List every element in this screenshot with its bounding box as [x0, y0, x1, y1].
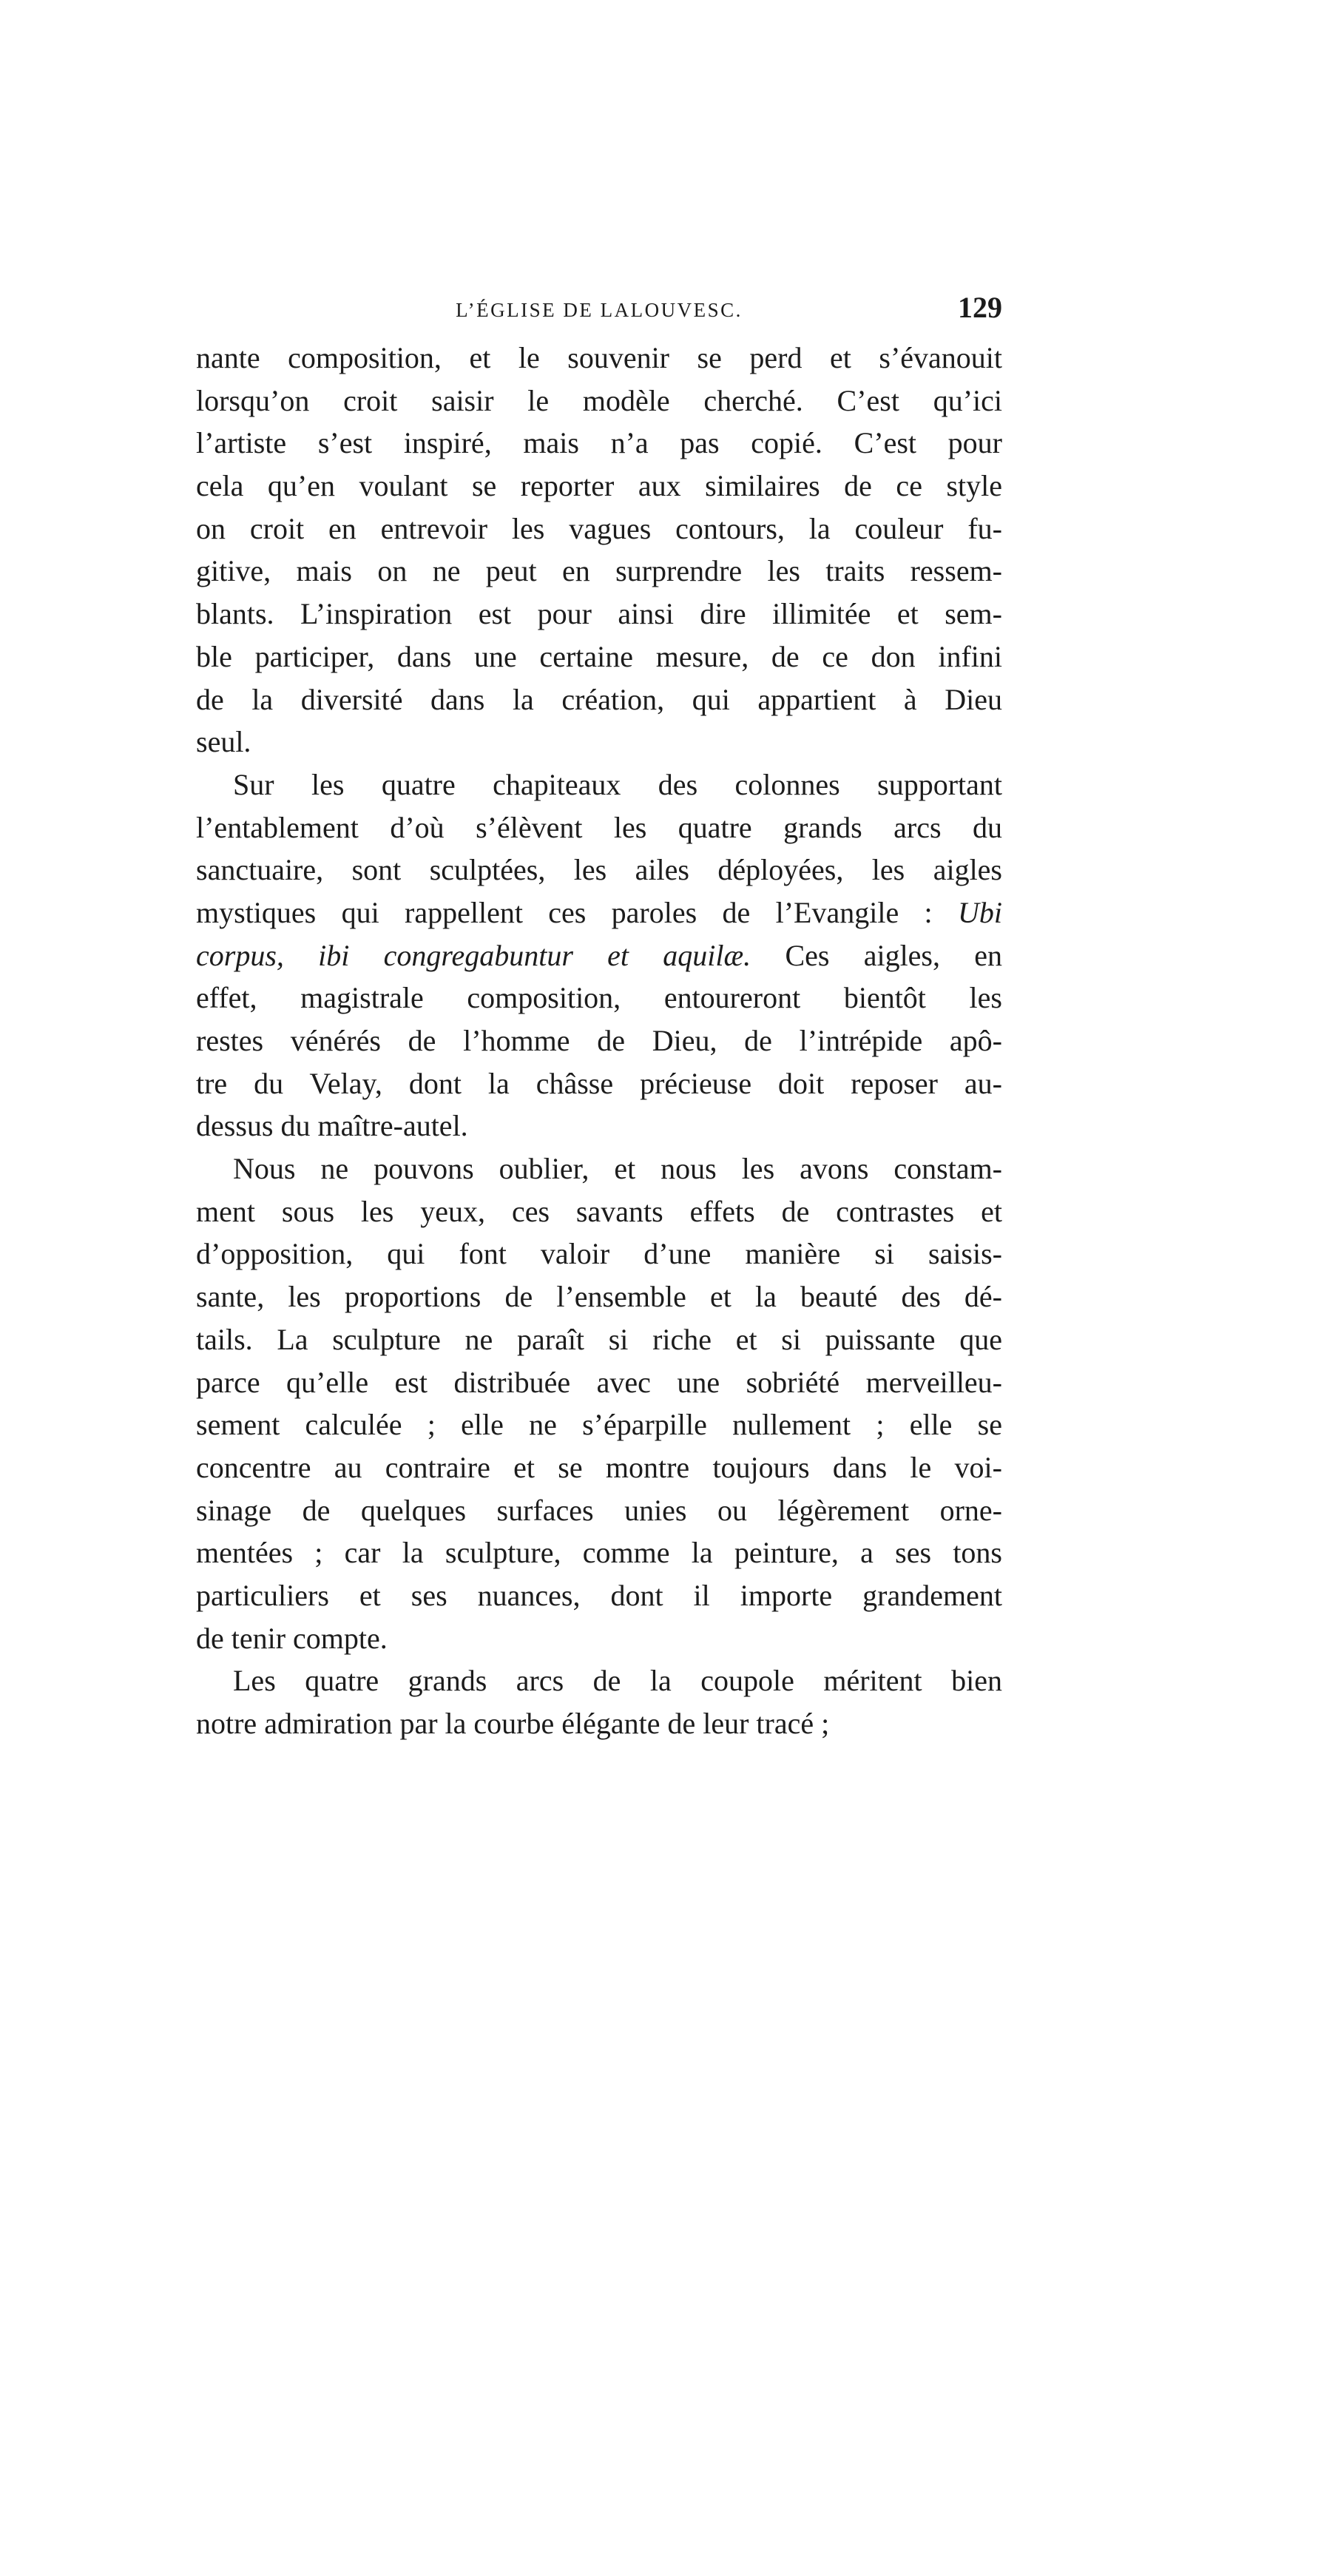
- text-line: Nous ne pouvons oublier, et nous les avons constam-: [233, 1152, 1002, 1186]
- text-line: concentre au contraire et se montre toujours dans le voi-: [196, 1450, 1002, 1484]
- text-line: seul.: [196, 725, 251, 759]
- text-line: dessus du maître-autel.: [196, 1109, 468, 1143]
- text-line: Les quatre grands arcs de la coupole méritent bien: [233, 1664, 1002, 1698]
- body-text: [196, 337, 1002, 1745]
- text-line: cela qu’en voulant se reporter aux similaires de ce style: [196, 469, 1002, 503]
- text-line: particuliers et ses nuances, dont il importe grandement: [196, 1578, 1002, 1612]
- text-line: restes vénérés de l’homme de Dieu, de l’intrépide apô-: [196, 1024, 1002, 1057]
- text-line: sement calculée ; elle ne s’éparpille nullement ; elle se: [196, 1408, 1002, 1442]
- text-line: effet, magistrale composition, entoureront bientôt les: [196, 981, 1002, 1015]
- text-line: l’artiste s’est inspiré, mais n’a pas copié. C’est pour: [196, 426, 1002, 460]
- text-line: blants. L’inspiration est pour ainsi dire illimitée et sem-: [196, 597, 1002, 631]
- text-line: gitive, mais on ne peut en surprendre les traits ressem-: [196, 554, 1002, 588]
- text-line: de tenir compte.: [196, 1621, 388, 1655]
- text-line: mystiques qui rappellent ces paroles de l’Evangile : Ubi: [196, 895, 1002, 929]
- paragraph: [196, 1659, 1002, 1744]
- text-line: sinage de quelques surfaces unies ou légèrement orne-: [196, 1493, 1002, 1527]
- text-line: corpus, ibi congregabuntur et aquilæ. Ces aigles, en: [196, 938, 1003, 972]
- text-line: ble participer, dans une certaine mesure, de ce don infini: [196, 639, 1002, 673]
- page-number: 129: [958, 291, 1002, 324]
- text-line: Sur les quatre chapiteaux des colonnes supportant: [233, 767, 1002, 801]
- text-line: tails. La sculpture ne paraît si riche et si puissante que: [196, 1322, 1002, 1356]
- text-line: notre admiration par la courbe élégante de leur tracé ;: [196, 1707, 830, 1740]
- running-head: [196, 290, 1002, 334]
- text-line: de la diversité dans la création, qui appartient à Dieu: [196, 682, 1002, 716]
- paragraph: [196, 1147, 1002, 1659]
- text-line: sante, les proportions de l’ensemble et la beauté des dé-: [196, 1280, 1002, 1314]
- text-line: on croit en entrevoir les vagues contours, la couleur fu-: [196, 511, 1002, 545]
- text-line: lorsqu’on croit saisir le modèle cherché. C’est qu’ici: [196, 383, 1002, 417]
- text-line: l’entablement d’où s’élèvent les quatre grands arcs du: [196, 810, 1002, 844]
- paragraph: [196, 763, 1002, 1147]
- text-line: parce qu’elle est distribuée avec une sobriété merveilleu-: [196, 1365, 1002, 1399]
- text-line: nante composition, et le souvenir se perd et s’évanouit: [196, 341, 1002, 374]
- text-line: ment sous les yeux, ces savants effets de contrastes et: [196, 1194, 1002, 1228]
- text-line: tre du Velay, dont la châsse précieuse doit reposer au-: [196, 1066, 1002, 1100]
- running-title: L’ÉGLISE DE LALOUVESC.: [456, 299, 743, 321]
- paragraph: [196, 337, 1002, 763]
- text-line: sanctuaire, sont sculptées, les ailes déployées, les aigles: [196, 853, 1002, 887]
- text-line: mentées ; car la sculpture, comme la peinture, a ses tons: [196, 1536, 1002, 1570]
- text-line: d’opposition, qui font valoir d’une manière si saisis-: [196, 1237, 1002, 1271]
